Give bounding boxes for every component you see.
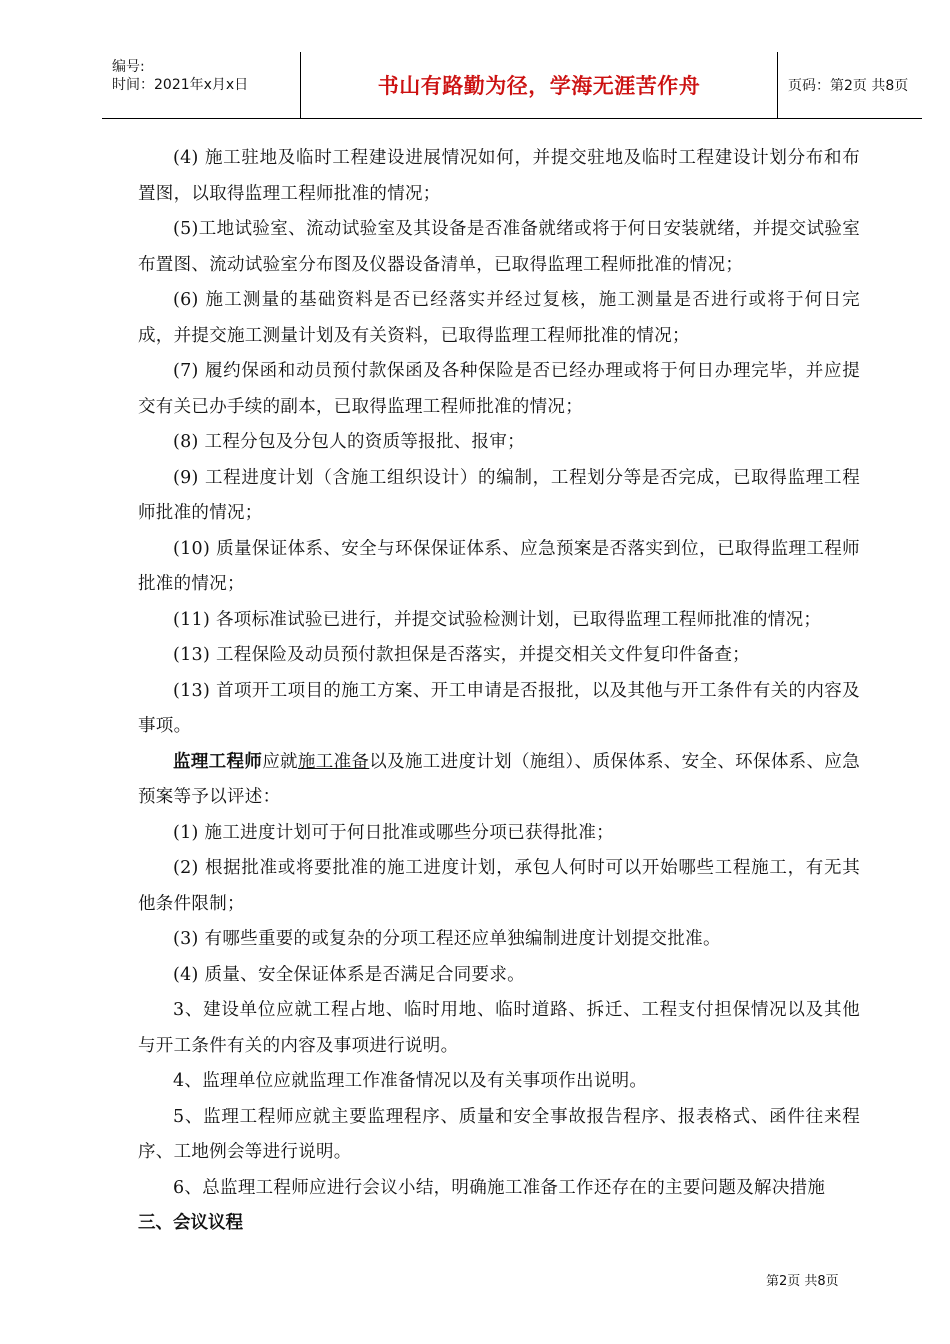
header-page-cell: [778, 52, 922, 118]
review-item-4: (4) 质量、安全保证体系是否满足合同要求。: [173, 964, 525, 985]
paragraph-11: (11) 各项标准试验已进行，并提交试验检测计划，已取得监理工程师批准的情况；: [173, 609, 822, 630]
review-underlined: 施工准备: [297, 751, 370, 772]
paragraph-4: (4) 施工驻地及临时工程建设进展情况如何，并提交驻地及临时工程建设计划分布和布置图，以取得监理工程师批准的情况；: [138, 148, 860, 204]
header-motto-cell: [300, 52, 778, 118]
closing-item-5: 5、监理工程师应就主要监理程序、质量和安全事故报告程序、报表格式、函件往来程序、工地例会等进行说明。: [138, 1106, 860, 1162]
review-item-2: (2) 根据批准或将要批准的施工进度计划，承包人何时可以开始哪些工程施工，有无其他条件限制；: [138, 858, 860, 914]
paragraph-10: (10) 质量保证体系、安全与环保保证体系、应急预案是否落实到位，已取得监理工程师批准的情况；: [138, 538, 860, 594]
document-body: [138, 141, 860, 1242]
closing-item-6: 6、总监理工程师应进行会议小结，明确施工准备工作还存在的主要问题及解决措施: [173, 1177, 826, 1198]
review-text-b: 以及施工进度计划（施组）、质保体系、安全、环保体系、应急预案等予以评述：: [138, 751, 861, 807]
review-item-3: (3) 有哪些重要的或复杂的分项工程还应单独编制进度计划提交批准。: [173, 929, 721, 949]
header-meta-cell: [102, 52, 300, 118]
paragraph-13b: (13) 首项开工项目的施工方案、开工申请是否报批，以及其他与开工条件有关的内容及事项。: [138, 680, 860, 736]
review-item-1: (1) 施工进度计划可于何日批准或哪些分项已获得批准；: [173, 822, 614, 843]
paragraph-7: (7) 履约保函和动员预付款保函及各种保险是否已经办理或将于何日办理完毕，并应提交有关已办手续的副本，已取得监理工程师批准的情况；: [138, 361, 860, 417]
page-footer: 第2页 共8页: [766, 1274, 839, 1289]
paragraph-8: (8) 工程分包及分包人的资质等报批、报审；: [173, 432, 525, 452]
closing-item-4: 4、监理单位应就监理工作准备情况以及有关事项作出说明。: [173, 1071, 648, 1091]
review-lead: 监理工程师: [173, 751, 263, 772]
section-title: 三、会议议程: [138, 1213, 243, 1233]
paragraph-9: (9) 工程进度计划（含施工组织设计）的编制，工程划分等是否完成，已取得监理工程师批准的情况；: [138, 467, 860, 523]
page-header: [102, 52, 922, 119]
paragraph-13a: (13) 工程保险及动员预付款担保是否落实，并提交相关文件复印件备查；: [173, 645, 750, 665]
review-text-a: 应就: [262, 751, 298, 772]
paragraph-6: (6) 施工测量的基础资料是否已经落实并经过复核，施工测量是否进行或将于何日完成，并提交施工测量计划及有关资料，已取得监理工程师批准的情况；: [138, 290, 860, 346]
paragraph-5: (5)工地试验室、流动试验室及其设备是否准备就绪或将于何日安装就绪，并提交试验室布置图、流动试验室分布图及仪器设备清单，已取得监理工程师批准的情况；: [138, 219, 860, 275]
header-motto: 书山有路勤为径，学海无涯苦作舟: [377, 74, 701, 98]
review-intro: [138, 745, 860, 816]
header-number: 编号:: [112, 59, 145, 75]
header-time: 时间：2021年x月x日: [112, 77, 249, 93]
header-page-number: 页码：第2页 共8页: [788, 78, 909, 94]
closing-item-3: 3、建设单位应就工程占地、临时用地、临时道路、拆迁、工程支付担保情况以及其他与开工条件有关的内容及事项进行说明。: [138, 1000, 860, 1056]
